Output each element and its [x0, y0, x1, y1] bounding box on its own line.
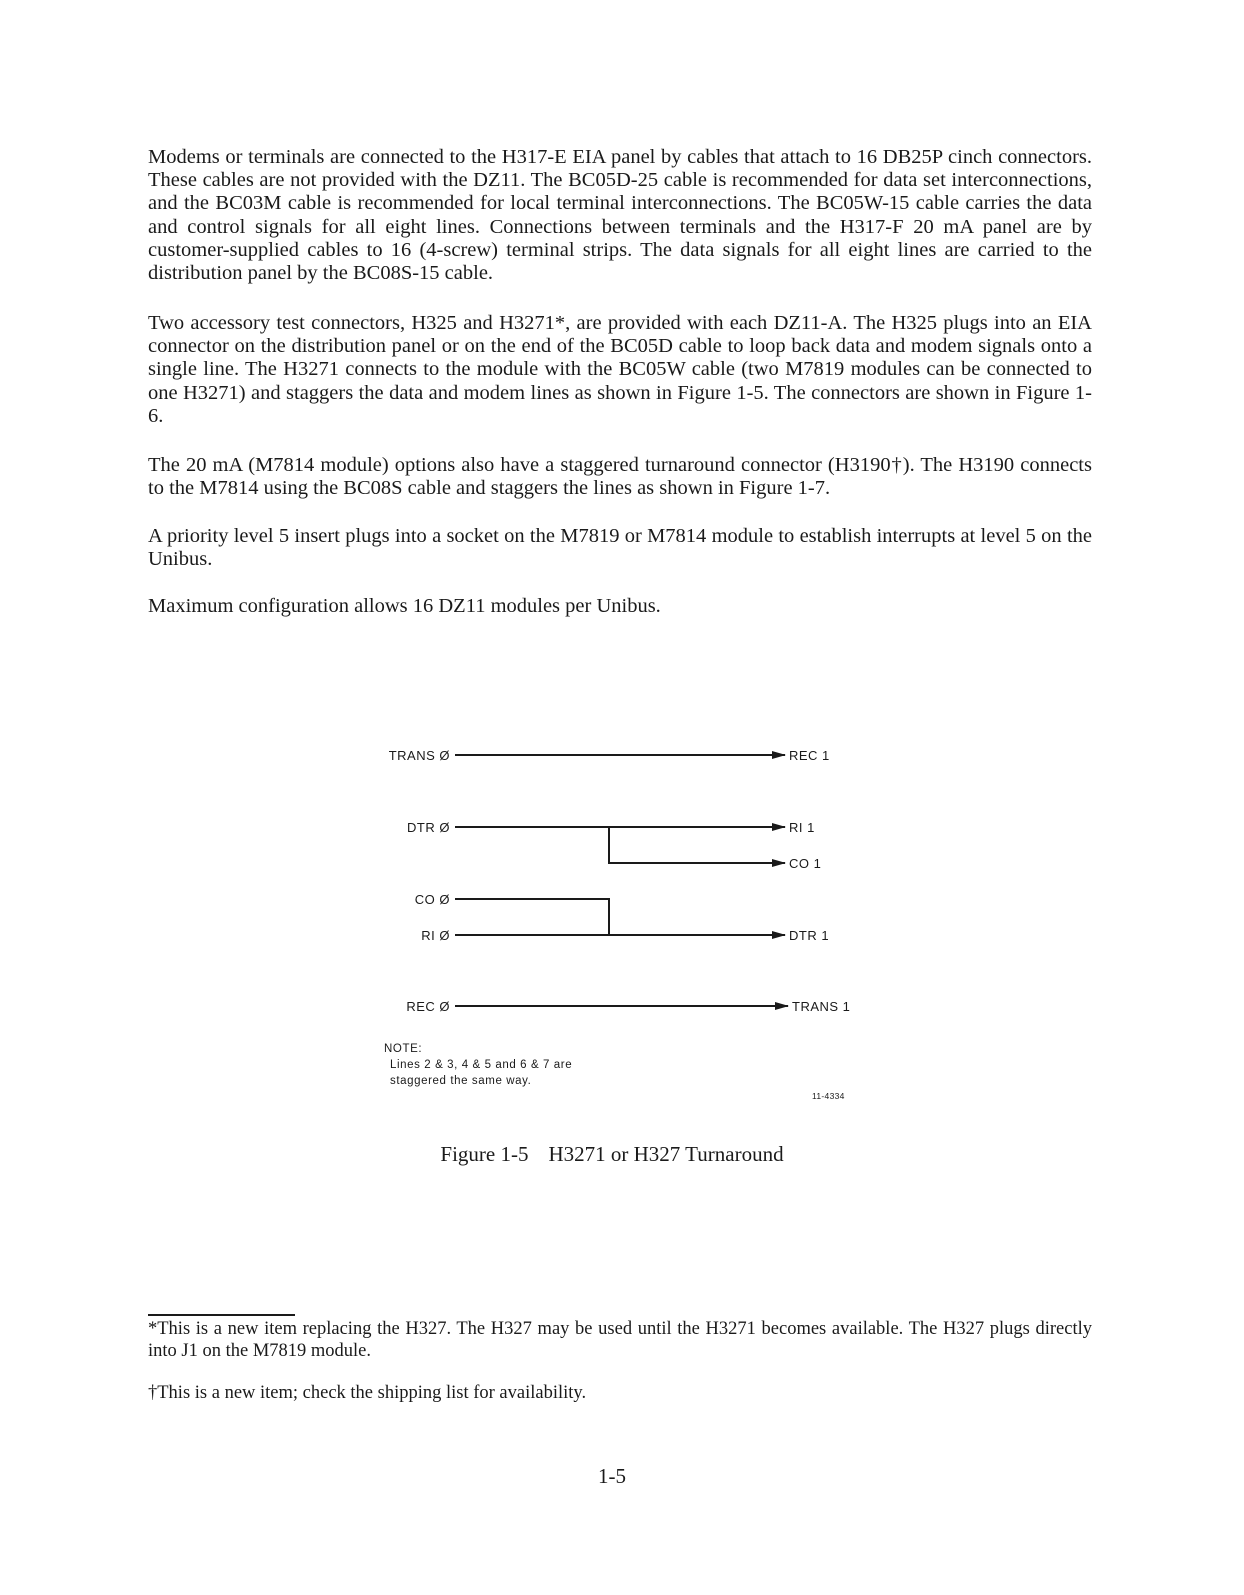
label-ri-0: RI Ø	[421, 928, 450, 943]
drawing-number: 11-4334	[812, 1091, 845, 1101]
page-number: 1-5	[598, 1464, 626, 1488]
label-rec-0: REC Ø	[406, 999, 450, 1014]
figure-caption	[0, 1142, 1224, 1167]
body-paragraph-3: The 20 mA (M7814 module) options also have a staggered turnaround connector (H3190†). The H3190 connects to the M7814 using the BC08S cable and staggers the lines as shown in Figure 1-7.	[148, 454, 1092, 500]
diagram-note-line-1: Lines 2 & 3, 4 & 5 and 6 & 7 are	[390, 1059, 573, 1071]
figure-number: Figure 1-5	[440, 1142, 529, 1166]
body-paragraph-4: A priority level 5 insert plugs into a socket on the M7819 or M7814 module to establish interrupts at level 5 on the Unibus.	[148, 525, 1092, 571]
wire-co0-join	[455, 899, 609, 935]
label-trans-0: TRANS Ø	[388, 748, 450, 763]
label-trans-1: TRANS 1	[792, 999, 851, 1014]
footnote-1: *This is a new item replacing the H327. The H327 may be used until the H3271 becomes available. The H327 plugs directly into J1 on the M7819 module.	[148, 1319, 1092, 1361]
body-paragraph-5: Maximum configuration allows 16 DZ11 modules per Unibus.	[148, 595, 661, 617]
label-dtr-1: DTR 1	[789, 928, 830, 943]
diagram-note-line-2: staggered the same way.	[390, 1075, 532, 1087]
diagram-note-title: NOTE:	[384, 1043, 423, 1055]
footnote-rule	[148, 1314, 295, 1316]
label-dtr-0: DTR Ø	[407, 820, 450, 835]
body-paragraph-1: Modems or terminals are connected to the H317-E EIA panel by cables that attach to 16 DB25P cinch connectors. These cables are not provided with the DZ11. The BC05D-25 cable is recommended for data set interconnections, and the BC03M cable is recommended for local terminal interconnections. The BC05W-15 cable carries the data and control signals for all eight lines. Connections between terminals and the H317-F 20 mA panel are by customer-supplied cables to 16 (4-screw) terminal strips. The data signals for all eight lines are carried to the distribution panel by the BC08S-15 cable.	[148, 146, 1092, 285]
figure-title: H3271 or H327 Turnaround	[548, 1142, 784, 1166]
label-co-0: CO Ø	[414, 892, 450, 907]
body-paragraph-2: Two accessory test connectors, H325 and H3271*, are provided with each DZ11-A. The H325 plugs into an EIA connector on the distribution panel or on the end of the BC05D cable to loop back data and modem signals onto a single line. The H3271 connects to the module with the BC05W cable (two M7819 modules can be connected to one H3271) and staggers the data and modem lines as shown in Figure 1-5. The connectors are shown in Figure 1-6.	[148, 312, 1092, 427]
wire-dtr0-co1	[609, 827, 785, 863]
label-rec-1: REC 1	[789, 748, 830, 763]
label-co-1: CO 1	[789, 856, 822, 871]
label-ri-1: RI 1	[789, 820, 815, 835]
footnote-2: †This is a new item; check the shipping list for availability.	[148, 1383, 587, 1403]
